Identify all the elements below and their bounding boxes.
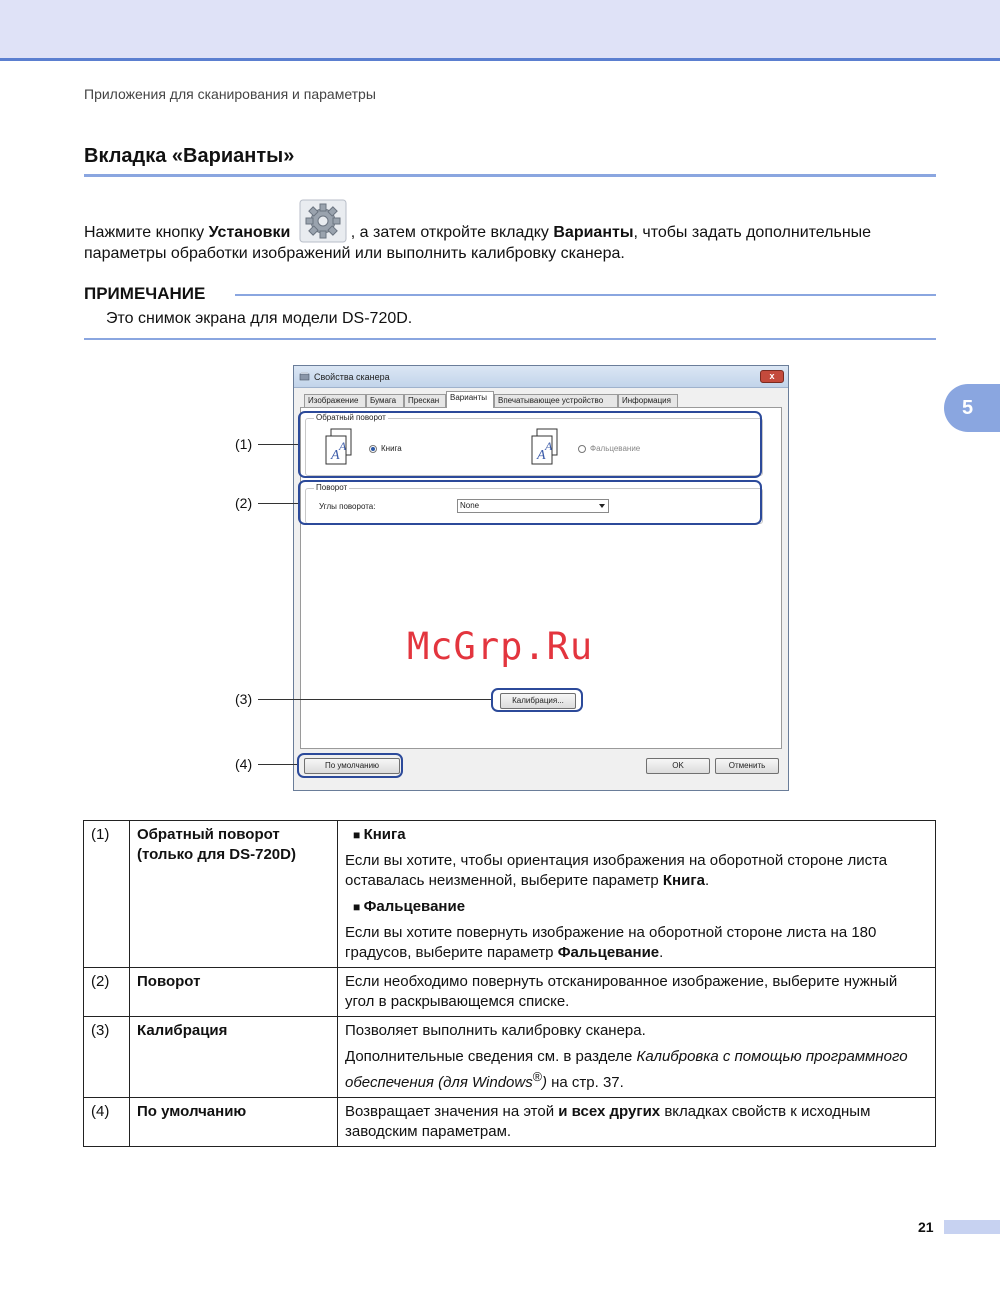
leader-line-4 <box>258 764 297 765</box>
description-table <box>83 820 936 1147</box>
tab-options[interactable]: Варианты <box>446 391 494 408</box>
cancel-button[interactable]: Отменить <box>715 758 779 774</box>
svg-text:A: A <box>537 448 546 463</box>
ok-button[interactable]: OK <box>646 758 710 774</box>
dialog-title: Свойства сканера <box>314 372 390 382</box>
row-title: По умолчанию <box>130 1098 338 1147</box>
calibrate-button[interactable]: Калибрация... <box>500 693 576 709</box>
calibrate-text-1: Позволяет выполнить калибровку сканера. <box>345 1022 646 1039</box>
page-number: 21 <box>918 1219 934 1235</box>
leader-line-3 <box>258 699 491 700</box>
defaults-button[interactable]: По умолчанию <box>304 758 400 774</box>
row-title: Обратный поворот (только для DS-720D) <box>130 821 338 968</box>
callout-2: (2) <box>235 495 253 511</box>
svg-text:A: A <box>339 439 347 453</box>
book-description: Если вы хотите, чтобы ориентация изображения на оборотной стороне листа оставалась неизменной, выберите параметр Книга. <box>345 852 888 889</box>
scanner-app-icon <box>299 371 310 382</box>
leader-line-2 <box>258 503 298 504</box>
tab-imprinter[interactable]: Впечатывающее устройство <box>494 394 618 407</box>
svg-text:A: A <box>331 448 340 463</box>
tab-image[interactable]: Изображение <box>304 394 366 407</box>
top-band <box>0 0 1000 61</box>
rotation-angles-label: Углы поворота: <box>319 502 376 511</box>
row-description: Возвращает значения на этой и всех других вкладках свойств к исходным заводским параметрам. <box>338 1098 936 1147</box>
chapter-tab: 5 <box>944 384 1000 432</box>
close-icon[interactable]: x <box>760 370 784 383</box>
intro-text-1: Нажмите кнопку <box>84 224 209 241</box>
row-description <box>338 821 936 968</box>
tab-paper[interactable]: Бумага <box>366 394 404 407</box>
table-row <box>84 821 936 968</box>
gear-icon <box>299 199 347 243</box>
highlight-defaults <box>297 753 403 778</box>
highlight-rotation <box>298 480 762 525</box>
radio-book-label: Книга <box>381 444 402 453</box>
note-bottom-rule <box>84 338 936 340</box>
fold-description: Если вы хотите повернуть изображение на оборотной стороне листа на 180 градусов, выберите параметр Фальцевание. <box>345 924 877 961</box>
table-row <box>84 968 936 1017</box>
tab-info[interactable]: Информация <box>618 394 678 407</box>
bullet-fold: ■ Фальцевание <box>353 897 928 917</box>
dialog-titlebar <box>294 366 788 388</box>
row-number: (2) <box>84 968 130 1017</box>
highlight-reverse-rotation <box>298 411 762 478</box>
intro-text-2: , а затем откройте вкладку <box>350 224 554 241</box>
section-title: Вкладка «Варианты» <box>84 145 295 167</box>
intro-text-3: , чтобы задать дополнительные <box>633 224 872 241</box>
row-title: Калибрация <box>130 1017 338 1098</box>
highlight-calibrate <box>491 688 583 712</box>
radio-fold-label: Фальцевание <box>590 444 641 453</box>
callout-4: (4) <box>235 756 253 772</box>
tab-prescan[interactable]: Прескан <box>404 394 446 407</box>
intro-paragraph <box>84 199 944 265</box>
running-header: Приложения для сканирования и параметры <box>84 86 376 102</box>
note-heading: ПРИМЕЧАНИЕ <box>84 284 206 303</box>
rotation-angles-value: None <box>460 501 480 510</box>
intro-bold-settings: Установки <box>208 224 291 241</box>
intro-bold-options: Варианты <box>553 224 634 241</box>
callout-1: (1) <box>235 436 253 452</box>
leader-line-1 <box>258 444 298 445</box>
svg-text:A: A <box>545 439 553 453</box>
group-rotation-label: Поворот <box>316 483 348 492</box>
bullet-book: ■ Книга <box>353 825 928 845</box>
row-number: (3) <box>84 1017 130 1098</box>
note-rule <box>235 294 936 296</box>
callout-3: (3) <box>235 691 253 707</box>
table-row <box>84 1017 936 1098</box>
row-description: Если необходимо повернуть отсканированное изображение, выберите нужный угол в раскрывающемся списке. <box>338 968 936 1017</box>
note-text: Это снимок экрана для модели DS-720D. <box>106 310 413 327</box>
title-rule <box>84 174 936 177</box>
watermark: McGrp.Ru <box>407 625 594 668</box>
calibrate-text-2: Дополнительные сведения см. в разделе Калибровка с помощью программного обеспечения (для Windows®) на стр. 37. <box>345 1048 908 1091</box>
row-number: (4) <box>84 1098 130 1147</box>
group-reverse-rotation-label: Обратный поворот <box>316 413 386 422</box>
row-description <box>338 1017 936 1098</box>
page-number-bar <box>944 1220 1000 1234</box>
row-number: (1) <box>84 821 130 968</box>
intro-text-line2: параметры обработки изображений или выполнить калибровку сканера. <box>84 245 625 262</box>
row-title: Поворот <box>130 968 338 1017</box>
table-row <box>84 1098 936 1147</box>
